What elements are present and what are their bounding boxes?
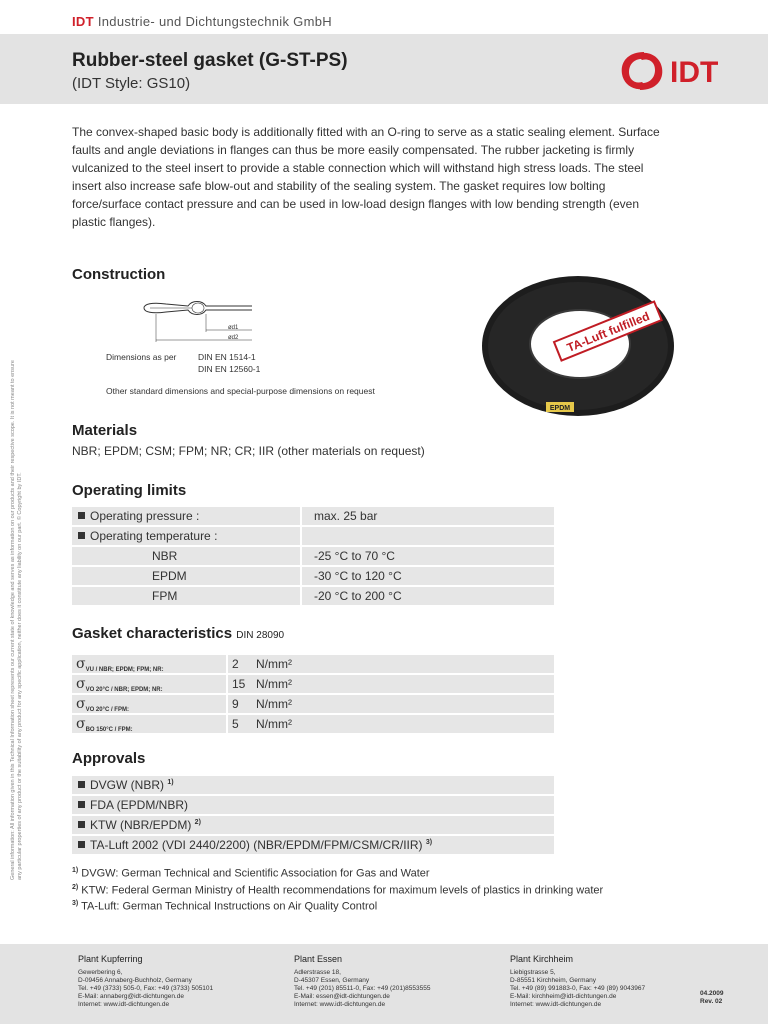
plant-kupferring: Plant Kupferring Gewerbering 6, D-09456 Annaberg-Buchholz, Germany Tel. +49 (3733) 505-0, Fax: +49 (3733) 505101 E-Mail: annaberg@idt-dichtungen.de Internet: www.idt-dichtungen.de (78, 954, 214, 1008)
dimensions-standard-2: DIN EN 12560-1 (198, 364, 261, 374)
operating-limits-heading: Operating limits (72, 482, 187, 499)
footnotes (72, 864, 603, 914)
plant-kirchheim: Plant Kirchheim Liebigstrasse 5, D-85551 Kirchheim, Germany Tel. +49 (89) 991883-0, Fax: +49 (89) 9043967 E-Mail: kirchheim@idt-dichtungen.de Internet: www.idt-dichtungen.de (510, 954, 646, 1008)
table-row: FDA (EPDM/NBR) (72, 795, 554, 815)
dimensions-note: Other standard dimensions and special-purpose dimensions on request (106, 386, 375, 396)
page-title: Rubber-steel gasket (G-ST-PS) (72, 50, 348, 71)
document-revision: Rev. 02 (700, 998, 723, 1005)
footnote-item: $^{1)}$ DVGW: German Technical and Scientific Association for Gas and Water (72, 867, 430, 880)
bullet-icon (78, 841, 85, 848)
gasket-photo (478, 272, 688, 420)
approvals-heading: Approvals (72, 750, 146, 767)
dimensions-standard-1: DIN EN 1514-1 (198, 352, 256, 362)
table-row: $\sigma_{BO 150^\circ C / FPM:}$ 5 N/mm² (72, 714, 554, 734)
material-tag-text: EPDM (549, 405, 571, 412)
table-row: DVGW (NBR) $^{1)}$ (72, 776, 554, 795)
table-row: Operating pressure : max. 25 bar (72, 507, 554, 526)
bullet-icon (78, 781, 85, 788)
table-row: KTW (NBR/EPDM) $^{2)}$ (72, 815, 554, 835)
d1-label: ød1 (228, 325, 239, 331)
bullet-icon (78, 532, 85, 539)
bullet-icon (78, 512, 85, 519)
gasket-standard: DIN 28090 (236, 630, 285, 641)
table-row: EPDM -30 °C to 120 °C (72, 566, 554, 586)
construction-heading: Construction (72, 266, 166, 283)
cross-section-drawing (136, 292, 258, 348)
table-row: NBR -25 °C to 70 °C (72, 546, 554, 566)
side-legal-note: General information: All information given in this Technical Information sheet represents our current state of knowledge and serves as information on our products and their respective scope. It is not meant to ensure any particular properties of any product or the suitability of any product for any specific application, neither does it constitute any liability on our part. © Copyright by IDT. (10, 360, 23, 880)
company-mark: IDT (72, 14, 94, 29)
table-row: Operating temperature : (72, 526, 554, 546)
plant-essen: Plant Essen Adlerstrasse 18, D-45307 Essen, Germany Tel. +49 (201) 85511-0, Fax: +49 (201)8553555 E-Mail: essen@idt-dichtungen.de Internet: www.idt-dichtungen.de (294, 954, 431, 1008)
gasket-characteristics-table (72, 655, 554, 735)
intro-paragraph: The convex-shaped basic body is additionally fitted with an O-ring to serve as a static sealing element. Surface faults and angle deviations in flanges can thus be more easily compensated. The rubber jacketing is firmly vulcanized to the steel insert to provide a stable connection which will withstand high stress loads. The steel insert also increase safe blow-out and stability of the sealing system. The gasket requires low bolting force/surface contact pressure and can be used in low-load design flanges with low bending strength (even plastic flanges). (72, 125, 660, 229)
bullet-icon (78, 801, 85, 808)
gasket-characteristics-heading: Gasket characteristics DIN 28090 (72, 625, 285, 642)
operating-limits-table (72, 507, 554, 607)
table-row: $\sigma_{VU / NBR; EPDM; FPM; NR:}$ 2 N/mm² (72, 655, 554, 674)
dimensions-label: Dimensions as per (106, 352, 177, 362)
company-name: IDT Industrie- und Dichtungstechnik GmbH (72, 14, 332, 29)
footnote-item: $^{3)}$ TA-Luft: German Technical Instructions on Air Quality Control (72, 900, 378, 913)
table-row: $\sigma_{VO 20^\circ C / FPM:}$ 9 N/mm² (72, 694, 554, 714)
table-row: $\sigma_{VO 20^\circ C / NBR; EPDM; NR:}$ 15 N/mm² (72, 674, 554, 694)
ta-luft-text: TA-Luft fulfilled (564, 309, 652, 355)
materials-text: NBR; EPDM; CSM; FPM; NR; CR; IIR (other materials on request) (72, 444, 425, 458)
bullet-icon (78, 821, 85, 828)
document-date: 04.2009 Rev. 02 (700, 990, 724, 1005)
table-row: TA-Luft 2002 (VDI 2440/2200) (NBR/EPDM/FPM/CSM/CR/IIR) $^{3)}$ (72, 835, 554, 855)
materials-heading: Materials (72, 422, 138, 439)
approvals-table (72, 776, 554, 856)
footnote-item: $^{2)}$ KTW: Federal German Ministry of Health recommendations for maximum levels of plastics in drinking water (72, 883, 604, 897)
logo-text: IDT (670, 56, 719, 89)
idt-logo (618, 48, 746, 94)
d2-label: ød2 (228, 335, 239, 341)
table-row: FPM -20 °C to 200 °C (72, 586, 554, 606)
page-subtitle: (IDT Style: GS10) (72, 75, 191, 92)
